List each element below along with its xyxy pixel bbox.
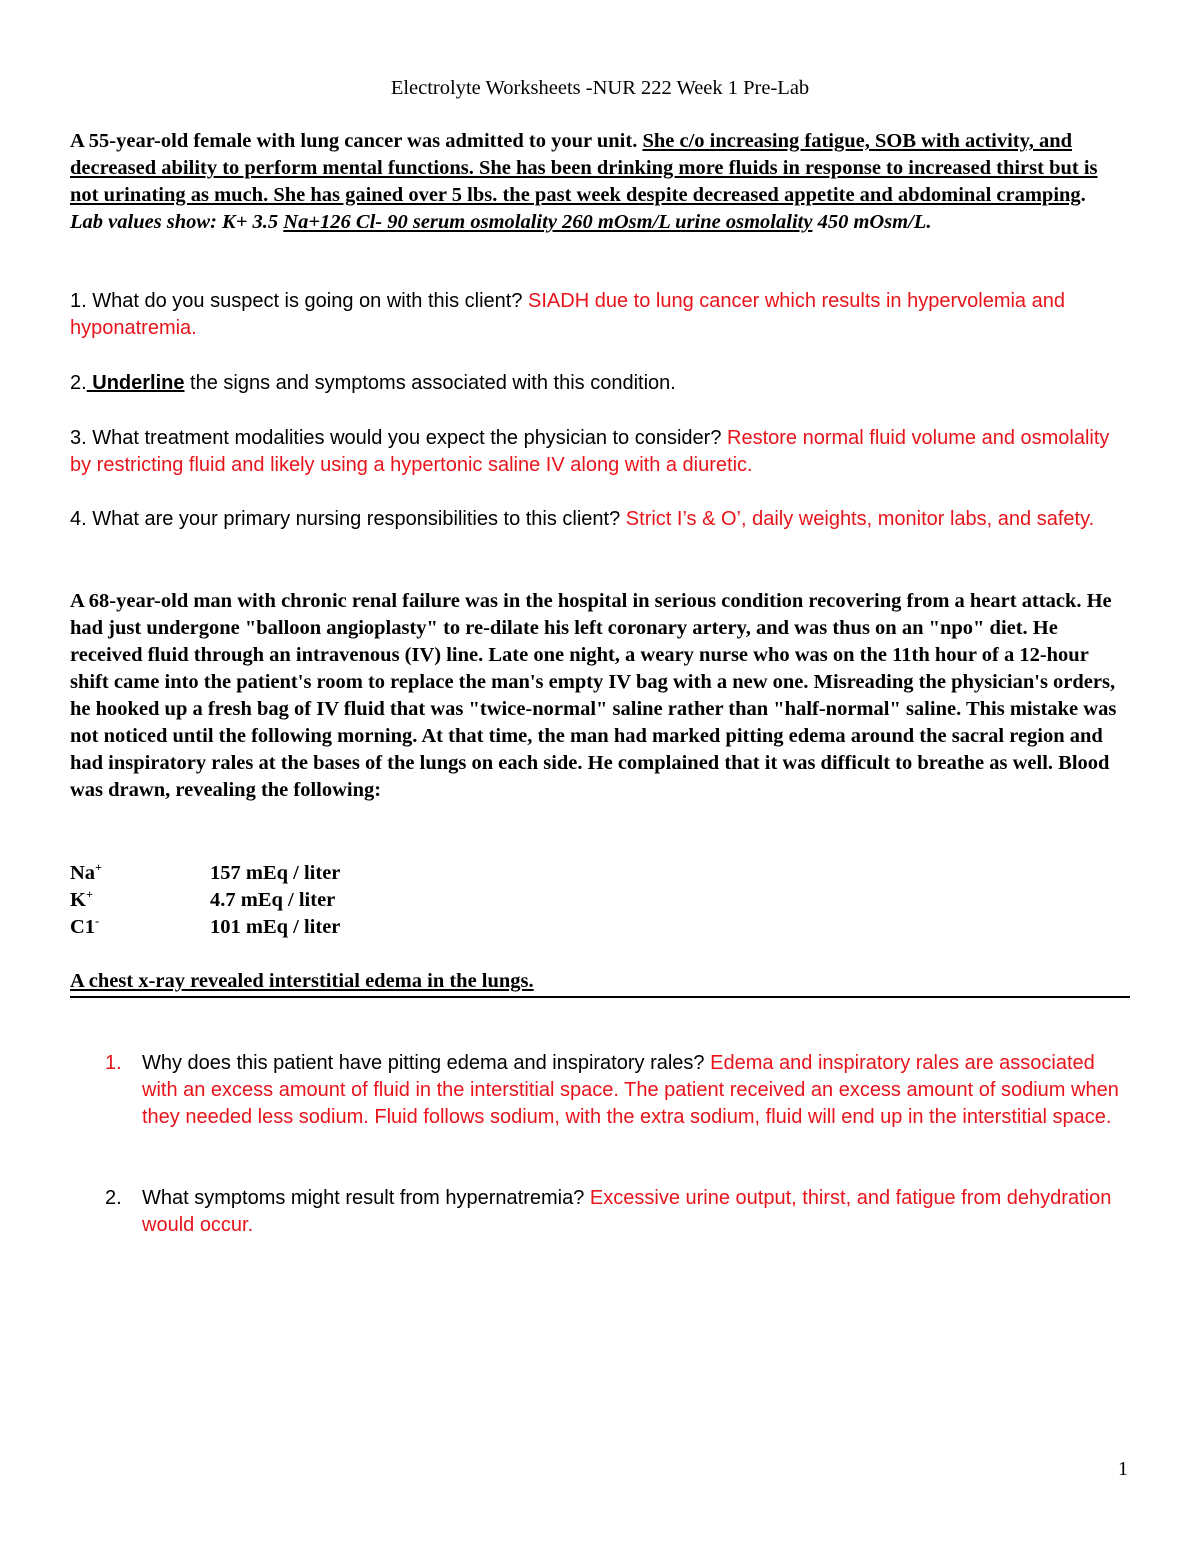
case-1-intro: A 55-year-old female with lung cancer was admitted to your unit.	[70, 130, 643, 152]
list-item-text	[142, 1050, 1130, 1131]
question-text: 4. What are your primary nursing responsibilities to this client?	[70, 508, 626, 530]
lab-results-table	[70, 860, 470, 941]
question-3	[70, 425, 1130, 479]
question-text: 3. What treatment modalities would you expect the physician to consider?	[70, 427, 728, 449]
lab-underlined: Na+126 Cl- 90 serum osmolality 260 mOsm/L urine osmolality	[283, 211, 813, 233]
case-2-scenario: A 68-year-old man with chronic renal failure was in the hospital in serious condition recovering from a heart attack. He had just undergone "balloon angioplasty" to re-dilate his left coronary artery, and was thus on an "npo" diet. He received fluid through an intravenous (IV) line. Late one night, a weary nurse who was on the 11th hour of a 12-hour shift came into the patient's room to replace the man's empty IV bag with a new one. Misreading the physician's orders, he hooked up a fresh bag of IV fluid that was "twice-normal" saline rather than "half-normal" saline. This mistake was not noticed until the following morning. At that time, the man had marked pitting edema around the sacral region and had inspiratory rales at the bases of the lungs on each side. He complained that it was difficult to breathe as well. Blood was drawn, revealing the following:	[70, 590, 1117, 801]
lab-name: Na+	[70, 860, 102, 884]
question-4	[70, 506, 1130, 533]
lab-value: 4.7 mEq / liter	[210, 889, 336, 911]
question-number: 2.	[70, 372, 87, 394]
question-text: the signs and symptoms associated with this condition.	[184, 372, 676, 394]
lab-row	[70, 887, 470, 914]
question-1	[70, 288, 1130, 342]
answer-text: Restore normal fluid volume and osmolality by restricting fluid and likely using a hypertonic saline IV along with a diuretic.	[70, 427, 1110, 476]
answer-text: Strict I’s & O’, daily weights, monitor labs, and safety.	[625, 508, 1095, 530]
question-text: What symptoms might result from hypernatremia?	[142, 1187, 590, 1209]
answer-text: SIADH due to lung cancer which results in hypervolemia and hyponatremia.	[70, 290, 1065, 339]
answer-text: Edema and inspiratory rales are associated with an excess amount of fluid in the interstitial space. The patient received an excess amount of sodium when they needed less sodium. Fluid follows sodium, with the extra sodium, fluid will end up in the interstitial space.	[142, 1052, 1119, 1128]
page-title: Electrolyte Worksheets -NUR 222 Week 1 Pre-Lab	[390, 77, 810, 99]
question-text: Why does this patient have pitting edema and inspiratory rales?	[142, 1052, 711, 1074]
lab-value: 157 mEq / liter	[210, 862, 341, 884]
lab-suffix: 450 mOsm/L.	[812, 211, 932, 233]
lab-name: K+	[70, 887, 93, 911]
list-number: 1.	[105, 1052, 122, 1074]
list-item-text	[142, 1185, 1130, 1239]
lab-prefix: Lab values show: K+ 3.5	[70, 211, 284, 233]
lab-row	[70, 860, 470, 887]
question-2	[70, 370, 1130, 397]
answer-text: Excessive urine output, thirst, and fatigue from dehydration would occur.	[142, 1187, 1112, 1236]
lab-value: 101 mEq / liter	[210, 916, 341, 938]
case-1-scenario	[70, 128, 1130, 236]
case-1-lab-values	[70, 211, 931, 233]
xray-text: A chest x-ray revealed interstitial edema in the lungs.	[70, 970, 534, 992]
page-number: 1	[1118, 1458, 1128, 1480]
question-text: 1. What do you suspect is going on with this client?	[70, 290, 529, 312]
lab-name: C1-	[70, 914, 100, 938]
lab-row	[70, 914, 470, 941]
xray-finding	[70, 968, 1130, 998]
list-number: 2.	[105, 1187, 122, 1209]
case-1-period: .	[1080, 184, 1086, 206]
underline-word: Underline	[86, 372, 185, 394]
case-1-symptoms: She c/o increasing fatigue, SOB with activity, and decreased ability to perform mental functions. She has been drinking more fluids in response to increased thirst but is not urinating as much. She has gained over 5 lbs. the past week despite decreased appetite and abdominal cramping	[70, 130, 1098, 206]
